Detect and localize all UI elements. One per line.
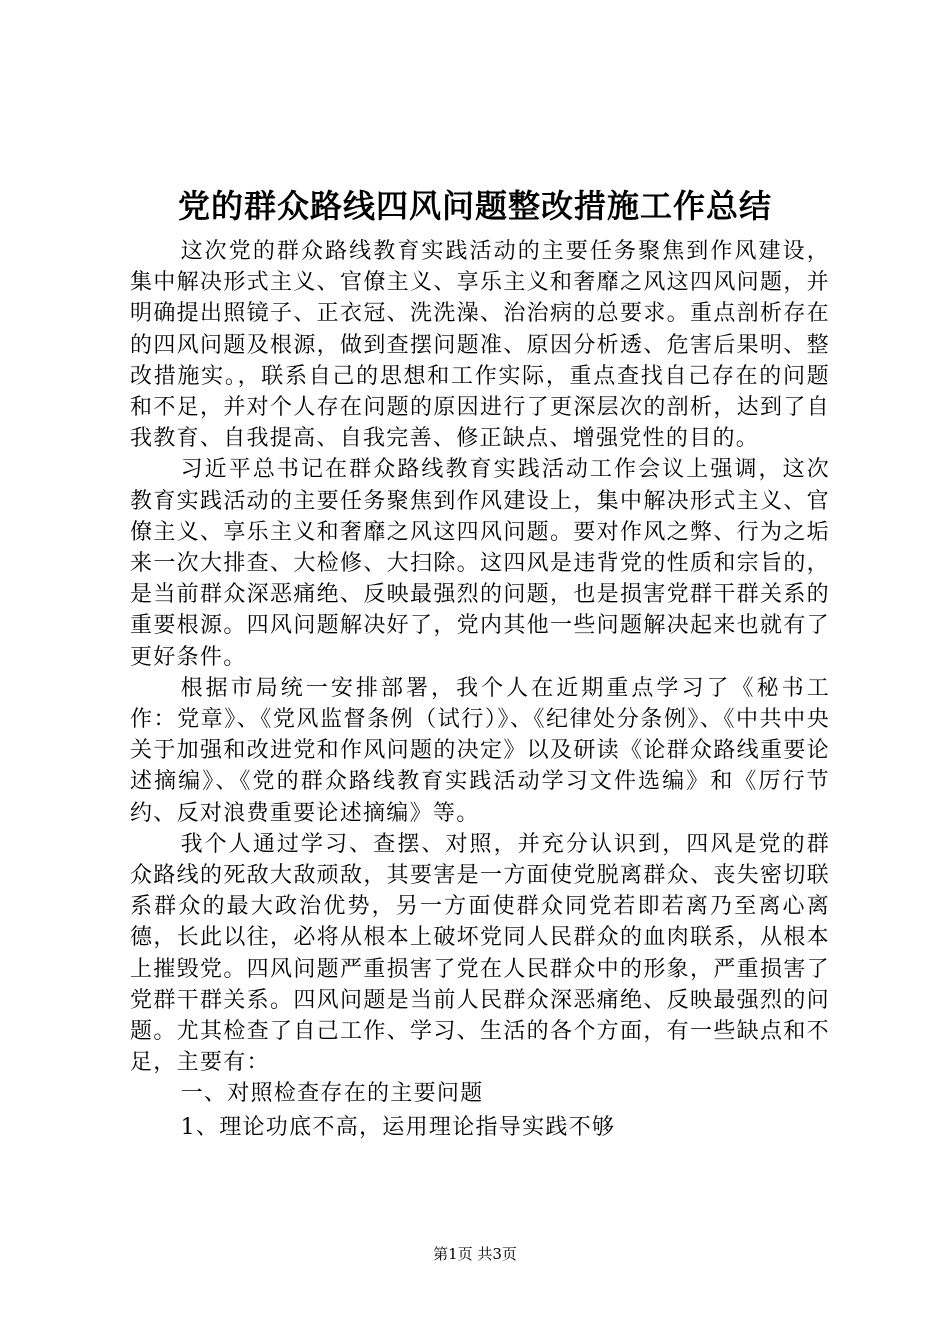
document-body xyxy=(130,236,830,1143)
sub-heading: 1、理论功底不高，运用理论指导实践不够 xyxy=(180,1114,616,1140)
paragraph-4: 我个人通过学习、查摆、对照，并充分认识到，四风是党的群众路线的死敌大敌顽敌，其要害是一方面使党脱离群众、丧失密切联系群众的最大政治优势，另一方面使群众同党若即若离乃至离心离德，长此以往，必将从根本上破坏党同人民群众的血肉联系，从根本上摧毁党。四风问题严重损害了党在人民群众中的形象，严重损害了党群干群关系。四风问题是当前人民群众深恶痛绝、反映最强烈的问题。尤其检查了自己工作、学习、生活的各个方面，有一些缺点和不足，主要有： xyxy=(130,831,830,1076)
paragraph-1: 这次党的群众路线教育实践活动的主要任务聚焦到作风建设，集中解决形式主义、官僚主义、享乐主义和奢靡之风这四风问题，并明确提出照镜子、正衣冠、洗洗澡、治治病的总要求。重点剖析存在的四风问题及根源，做到查摆问题准、原因分析透、危害后果明、整改措施实。，联系自己的思想和工作实际，重点查找自己存在的问题和不足，并对个人存在问题的原因进行了更深层次的剖析，达到了自我教育、自我提高、自我完善、修正缺点、增强党性的目的。 xyxy=(130,239,830,452)
paragraph-3: 根据市局统一安排部署，我个人在近期重点学习了《秘书工作：党章》、《党风监督条例（试行）》、《纪律处分条例》、《中共中央关于加强和改进党和作风问题的决定》以及研读《论群众路线重要论述摘编》、《党的群众路线教育实践活动学习文件选编》和《厉行节约、反对浪费重要论述摘编》等。 xyxy=(130,675,830,826)
page-number-footer: 第1页 共3页 xyxy=(433,1245,517,1263)
paragraph-2: 习近平总书记在群众路线教育实践活动工作会议上强调，这次教育实践活动的主要任务聚焦到作风建设上，集中解决形式主义、官僚主义、享乐主义和奢靡之风这四风问题。要对作风之弊、行为之垢来一次大排查、大检修、大扫除。这四风是违背党的性质和宗旨的，是当前群众深恶痛绝、反映最强烈的问题，也是损害党群干群关系的重要根源。四风问题解决好了，党内其他一些问题解决起来也就有了更好条件。 xyxy=(130,457,830,670)
document-title: 党的群众路线四风问题整改措施工作总结 xyxy=(177,187,772,225)
section-heading: 一、对照检查存在的主要问题 xyxy=(180,1081,484,1107)
